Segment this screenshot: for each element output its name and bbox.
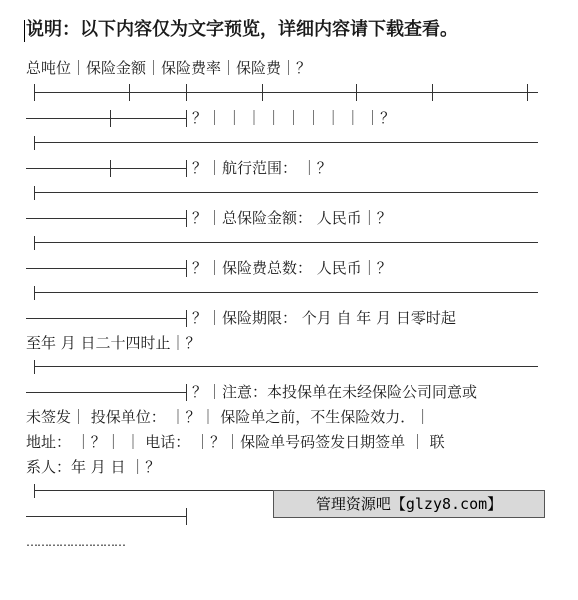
rule-tick	[34, 484, 35, 498]
rule-tick	[186, 508, 187, 525]
table-row: ？｜注意：本投保单在未经保险公司同意或	[192, 383, 478, 401]
rule-tick	[262, 84, 263, 101]
table-rule	[34, 192, 538, 193]
watermark-label: 管理资源吧【glzy8.com】	[273, 490, 545, 518]
rule-tick	[186, 310, 187, 327]
table-row-continued: 地址： ｜？｜ ｜ 电话： ｜？｜保险单号码签发日期签单 ｜ 联	[26, 433, 445, 451]
table-row: ？｜ ｜ ｜ ｜ ｜ ｜ ｜ ｜ ｜？	[192, 109, 396, 127]
rule-tick	[34, 84, 35, 101]
rule-tick	[34, 186, 35, 200]
table-rule	[26, 516, 186, 517]
table-rule	[34, 92, 538, 93]
rule-tick	[186, 210, 187, 227]
rule-tick	[186, 84, 187, 101]
table-rule	[34, 366, 538, 367]
table-row: ？｜保险期限： 个月 自 年 月 日零时起	[192, 309, 456, 327]
table-row: ？｜总保险金额： 人民币｜？	[192, 209, 392, 227]
download-notice: 说明：以下内容仅为文字预览，详细内容请下载查看。	[26, 19, 458, 40]
rule-tick	[110, 160, 111, 177]
table-row: ？｜保险费总数： 人民币｜？	[192, 259, 392, 277]
rule-tick	[432, 84, 433, 101]
rule-tick	[186, 260, 187, 277]
trailing-ellipsis: ………………………	[26, 535, 125, 549]
table-row: ？｜航行范围： ｜？	[192, 159, 332, 177]
table-rule	[34, 242, 538, 243]
rule-tick	[34, 286, 35, 300]
rule-tick	[129, 84, 130, 101]
table-rule	[26, 168, 186, 169]
table-rule	[34, 142, 538, 143]
text-cursor	[24, 20, 25, 42]
rule-tick	[186, 160, 187, 177]
rule-tick	[34, 136, 35, 150]
table-rule	[26, 218, 186, 219]
rule-tick	[110, 110, 111, 127]
rule-tick	[356, 84, 357, 101]
table-rule	[26, 392, 186, 393]
rule-tick	[34, 236, 35, 250]
table-row-continued: 至年 月 日二十四时止｜？	[26, 334, 201, 352]
table-header-row: 总吨位｜保险金额｜保险费率｜保险费｜？	[26, 59, 312, 77]
table-rule	[26, 268, 186, 269]
rule-tick	[527, 84, 528, 101]
rule-tick	[186, 110, 187, 127]
rule-tick	[34, 360, 35, 374]
table-row-continued: 未签发｜ 投保单位： ｜？｜ 保险单之前，不生保险效力．｜	[26, 408, 431, 426]
table-rule	[34, 292, 538, 293]
table-row-continued: 系人：年 月 日 ｜？	[26, 458, 161, 476]
rule-tick	[186, 384, 187, 401]
table-rule	[26, 118, 186, 119]
table-rule	[26, 318, 186, 319]
